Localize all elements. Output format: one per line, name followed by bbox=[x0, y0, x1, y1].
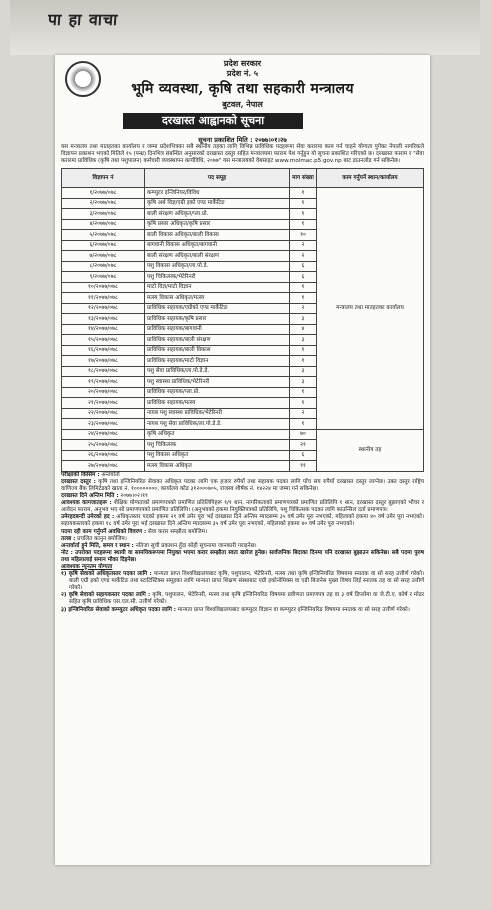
cell-ad-no: २७/२०७७/०७८ bbox=[62, 461, 145, 472]
cell-position: प्राविधिक सहायक/कृषि प्रसार bbox=[145, 314, 290, 325]
cell-ad-no: ५/२०७७/०७८ bbox=[62, 230, 145, 241]
cell-count: २ bbox=[290, 240, 317, 251]
cell-position: कम्प्युटर इन्जिनियर/विविध bbox=[145, 188, 290, 199]
cell-ad-no: ८/२०७७/०७८ bbox=[62, 261, 145, 272]
cell-count: ३ bbox=[290, 314, 317, 325]
cell-count: २ bbox=[290, 251, 317, 262]
cell-ad-no: १४/२०७७/०७८ bbox=[62, 324, 145, 335]
table-row bbox=[62, 188, 424, 199]
cell-position: नायब पशु सेवा प्राविधिक/ला.पो.डे.डे. bbox=[145, 419, 290, 430]
notice-header bbox=[55, 55, 430, 133]
cell-position: माटो विज्ञ/माटो विज्ञान bbox=[145, 282, 290, 293]
cell-ad-no: २६/२०७७/०७८ bbox=[62, 450, 145, 461]
cell-ad-no: १/२०७७/०७८ bbox=[62, 188, 145, 199]
cell-position: प्राविधिक सहायक/बागवानी bbox=[145, 324, 290, 335]
notice-details bbox=[55, 472, 430, 614]
cell-count: १ bbox=[290, 188, 317, 199]
cell-count: २ bbox=[290, 303, 317, 314]
cell-ad-no: १०/२०७७/०७८ bbox=[62, 282, 145, 293]
col-header-count: माग संख्या bbox=[290, 169, 317, 188]
cell-ad-no: १७/२०७७/०७८ bbox=[62, 356, 145, 367]
cell-count: ६ bbox=[290, 261, 317, 272]
cell-position: बाली संरक्षण अधिकृत/बाली संरक्षण bbox=[145, 251, 290, 262]
cell-ad-no: २३/२०७७/०७८ bbox=[62, 419, 145, 430]
cell-count: १ bbox=[290, 387, 317, 398]
cell-count: ११ bbox=[290, 461, 317, 472]
vacancy-table bbox=[61, 168, 424, 472]
term-detail: पदमा रही काम गर्नुपर्ने अवधिको विवरण : सेवा करार सम्झौता बमोजिम। bbox=[61, 528, 208, 535]
required-documents: आवश्यक कागजातहरू : शैक्षिक योग्यताको प्रमाणपत्रको प्रमाणित प्रतिलिपिहरू १/१ थान, नागरिकताको प्रमाणपत्रको प्रमाणित प्रतिलिपि १ थान, दरखास्त दस्तुर बुझाएको भौचर र आवेदन फाराम, अनुभव भए सो प्रमाणपत्रको प्रमाणित प्रतिलिपि। (अनुभवको हकमा नियुक्तिपत्रको प्रतिलिपि, पशु चिकित्सक पदका लागि काउन्सिल दर्ता प्रमाणपत्र। bbox=[61, 500, 424, 514]
cell-count: १ bbox=[290, 419, 317, 430]
cell-place: मन्त्रालय तथा मातहतका कार्यालय bbox=[317, 188, 424, 430]
cell-ad-no: १२/२०७७/०७८ bbox=[62, 303, 145, 314]
cell-count: ६ bbox=[290, 450, 317, 461]
cell-position: कृषि अर्थ विज्ञ/एग्री इको एण्ड मार्केटिङ bbox=[145, 198, 290, 209]
cell-ad-no: २२/२०७७/०७८ bbox=[62, 408, 145, 419]
qualification-heading: आवश्यक न्यूनतम योग्यता bbox=[61, 564, 113, 570]
cell-ad-no: १८/२०७७/०७८ bbox=[62, 366, 145, 377]
age-limit: उमेरहदबन्दी उमेरको हद : अधिकृतस्तर पदको हकमा २१ वर्ष उमेर पूरा भई दरखास्त दिने अन्तिम म्यादसम्म ३५ वर्ष उमेर पूरा नभएको, महिलाको हकमा ४० वर्ष उमेर पूरा नभएको। सहायकस्तरको हकमा १८ वर्ष उमेर पूरा भई दरखास्त दिने अन्तिम म्यादसम्म ३५ वर्ष उमेर पूरा नभएको, महिलाको हकमा ४० वर्ष उमेर पूरा नभएको। bbox=[61, 514, 424, 528]
cell-ad-no: ४/२०७७/०७८ bbox=[62, 219, 145, 230]
cell-ad-no: २५/२०७७/०७८ bbox=[62, 440, 145, 451]
cell-position: पशु विकास अधिकृत bbox=[145, 450, 290, 461]
cell-position: नायब पशु स्वास्थ्य प्राविधिक/भेटेरिनरी bbox=[145, 408, 290, 419]
col-header-place: काम गर्नुपर्ने स्थान/कार्यालय bbox=[317, 169, 424, 188]
cell-position: बाली संरक्षण अधिकृत/प्ला.प्रो. bbox=[145, 209, 290, 220]
cell-count: ३ bbox=[290, 366, 317, 377]
cell-ad-no: ६/२०७७/०७८ bbox=[62, 240, 145, 251]
cell-count: १ bbox=[290, 398, 317, 409]
qualification-1: १) कृषि सेवाको अधिकृतस्तर पदका लागि : मान्यता प्राप्त विश्वविद्यालयबाट कृषि, पशुपालन, भेटेरिनरी, मत्स्य तथा कृषि इन्जिनियरिङ विषयमा स्नातक वा सो सरह उत्तीर्ण गरेको। बाली एग्री इको एण्ड मार्केटिङ तथा स्टाटिस्टिक्स समूहका लागि मान्यता प्राप्त शिक्षण संस्थाबाट एग्री इकोनोमिक्स वा एग्री बिजनेस मुख्य विषय लिई स्नातक तह वा सो सरह उत्तीर्ण गरेको। bbox=[61, 571, 425, 592]
col-header-ad-no: विज्ञापन नं bbox=[62, 169, 145, 188]
cell-count: २१ bbox=[290, 440, 317, 451]
cell-ad-no: १६/२०७७/०७८ bbox=[62, 345, 145, 356]
ministry-location: बुटवल, नेपाल bbox=[222, 99, 263, 109]
exam-type: परीक्षाको किसिम : अन्तर्वार्ता bbox=[61, 471, 120, 478]
newspaper-scrap-top bbox=[10, 0, 480, 55]
cell-ad-no: २४/२०७७/०७८ bbox=[62, 429, 145, 440]
cell-count: १ bbox=[290, 345, 317, 356]
cell-position: प्राविधिक सहायक/माटो विज्ञान bbox=[145, 356, 290, 367]
cell-position: मत्स्य विकास अधिकृत/मत्स्य bbox=[145, 293, 290, 304]
notice-banner: दरखास्त आह्वानको सूचना bbox=[123, 113, 303, 129]
cell-ad-no: २१/२०७७/०७८ bbox=[62, 398, 145, 409]
cell-count: ३ bbox=[290, 377, 317, 388]
cell-ad-no: ७/२०७७/०७८ bbox=[62, 251, 145, 262]
interview-info: अन्तर्वार्ता हुने मिति, समय र स्थान : नतिजा सूची प्रकाशन हुँदा सोही सूचनामा जानकारी गराइनेछ। bbox=[61, 542, 257, 549]
cell-count: ७० bbox=[290, 429, 317, 440]
table-header-row bbox=[62, 169, 424, 188]
cell-position: पशु स्वास्थ्य प्राविधिक/भेटेरिनरी bbox=[145, 377, 290, 388]
cell-position: बाली विकास अधिकृत/बाली विकास bbox=[145, 230, 290, 241]
cell-ad-no: ११/२०७७/०७८ bbox=[62, 293, 145, 304]
col-header-position: पद समूह bbox=[145, 169, 290, 188]
cell-position: प्राविधिक सहायक/बाली संरक्षण bbox=[145, 335, 290, 346]
cell-count: १ bbox=[290, 356, 317, 367]
table-body-group1 bbox=[62, 188, 424, 430]
cell-count: १ bbox=[290, 219, 317, 230]
cell-ad-no: २०/२०७७/०७८ bbox=[62, 387, 145, 398]
note: नोट : उपरोक्त पदहरूमा स्थायी वा सामयिकरूपमा नियुक्त भएमा करार सम्झौता स्वतः खारेज हुनेछ। सार्वजनिक बिदाका दिनमा पनि दरखास्त बुझाउन सकिनेछ। सबै पदमा पुरुष तथा महिलालाई समान मौका दिइनेछ। bbox=[61, 549, 424, 563]
cell-count: १० bbox=[290, 230, 317, 241]
cell-position: प्राविधिक सहायक/एग्रीको एण्ड मार्केटिङ bbox=[145, 303, 290, 314]
cell-position: प्राविधिक सहायक/प्ला.प्रो. bbox=[145, 387, 290, 398]
cell-position: कृषि अधिकृत bbox=[145, 429, 290, 440]
table-body-group2 bbox=[62, 429, 424, 471]
intro-paragraph: यस मन्त्रालय तथा मातहतका कार्यालय र जम्मा प्रदेशभित्रका सबै स्थानीय तहका लागि विभिन्न प्राविधिक पदहरूमा सेवा करारमा काम गर्न चाहने योग्यता पुगेका नेपाली नागरिकले विज्ञापन प्रकाशन भएको मितिले १५ (पन्ध्र) दिनभित्र संबन्धित अनुसारको दरखास्त दस्तुर सहित मन्त्रालयमा फाराम पेश गर्नुहुन यो सूचना प्रकाशित गरिएको छ। दरखास्त फाराम र "सेवा करारमा प्राविधिक (कृषि तथा पशुपालन) कर्मचारी व्यवस्थापन कार्यविधि, २०७७" यस मन्त्रालयको वेबसाइट www.molmac.p5.gov.np बाट डाउनलोड गर्न सकिनेछ। bbox=[61, 144, 424, 165]
cell-count: २ bbox=[290, 408, 317, 419]
cell-count: १ bbox=[290, 198, 317, 209]
cell-count: १ bbox=[290, 282, 317, 293]
deadline: दरखास्त दिने अन्तिम मिति : २०७७।०२।११ bbox=[61, 493, 148, 500]
cell-position: मत्स्य विकास अधिकृत bbox=[145, 461, 290, 472]
cell-count: १ bbox=[290, 209, 317, 220]
cell-ad-no: २/२०७७/०७८ bbox=[62, 198, 145, 209]
cell-count: १ bbox=[290, 293, 317, 304]
cell-place: स्थानीय तह bbox=[317, 429, 424, 471]
ministry-title: भूमि व्यवस्था, कृषि तथा सहकारी मन्त्रालय bbox=[131, 81, 354, 97]
table-row bbox=[62, 429, 424, 440]
cell-count: ६ bbox=[290, 272, 317, 283]
cell-position: कृषि प्रसार अधिकृत/कृषि प्रसार bbox=[145, 219, 290, 230]
cell-count: ३ bbox=[290, 335, 317, 346]
application-fee: दरखास्त दस्तुर : कृषि तथा इन्जिनियरिङ सेवाका अधिकृत पदका लागि एक हजार रुपैयाँ तथा सहायक पदका लागि पाँच सय रुपैयाँ दरखास्त दस्तुर लाग्नेछ। उक्त दस्तुर राष्ट्रिय वाणिज्य बैंक लिमिटेडको खाता नं. १००००००००, कार्यालय कोड ३१२०००७०५, राजस्व शीर्षक नं. १४२२४ मा जम्मा गर्न सकिनेछ। bbox=[61, 478, 424, 492]
cell-ad-no: ३/२०७७/०७८ bbox=[62, 209, 145, 220]
cell-position: पशु चिकित्सक/भेटेरिनरी bbox=[145, 272, 290, 283]
cell-ad-no: ९/२०७७/०७८ bbox=[62, 272, 145, 283]
qualification-3: ३) इन्जिनियरिङ सेवाको कम्प्युटर अधिकृत पदका लागि : मान्यता प्राप्त विश्वविद्यालयबाट कम्प्युटर विज्ञान वा कम्प्युटर इन्जिनियरिङ विषयमा स्नातक वा सो सरह उत्तीर्ण गरेको। bbox=[61, 606, 410, 613]
publication-date: सूचना प्रकाशित मिति : २०७७।०१।२७ bbox=[198, 136, 287, 144]
qualification-2: २) कृषि सेवाको सहायकस्तर पदका लागि : कृषि, पशुपालन, भेटेरिनरी, मत्स्य तथा कृषि इन्जिनियरिङ विषयमा प्रवीणता प्रमाणपत्र तह वा ३ वर्ष डिप्लोमा वा जे.टी.ए. कोर्ष र मोडर सहित कृषि प्राविधिक एस.एल.सी. उत्तीर्ण गरेको। bbox=[61, 592, 425, 606]
scrap-heading: पा हा वाचा bbox=[47, 10, 119, 29]
cell-ad-no: १५/२०७७/०७८ bbox=[62, 335, 145, 346]
notice-page bbox=[55, 55, 430, 865]
header-line1: प्रदेश सरकार bbox=[223, 58, 262, 68]
cell-position: पशु सेवा प्राविधिक/ला.पो.डे.डे. bbox=[145, 366, 290, 377]
cell-position: प्राविधिक सहायक/बाली विकास bbox=[145, 345, 290, 356]
header-line2: प्रदेश नं. ५ bbox=[226, 68, 259, 78]
salary: तलब : प्रचलित कानुन बमोजिम। bbox=[61, 535, 127, 542]
cell-ad-no: १३/२०७७/०७८ bbox=[62, 314, 145, 325]
cell-position: पशु विकास अधिकृत/ला.पो.डे. bbox=[145, 261, 290, 272]
cell-ad-no: १९/२०७७/०७८ bbox=[62, 377, 145, 388]
cell-position: पशु चिकित्सक bbox=[145, 440, 290, 451]
cell-position: प्राविधिक सहायक/मत्स्य bbox=[145, 398, 290, 409]
cell-count: ४ bbox=[290, 324, 317, 335]
cell-position: बागवानी विकास अधिकृत/बागवानी bbox=[145, 240, 290, 251]
